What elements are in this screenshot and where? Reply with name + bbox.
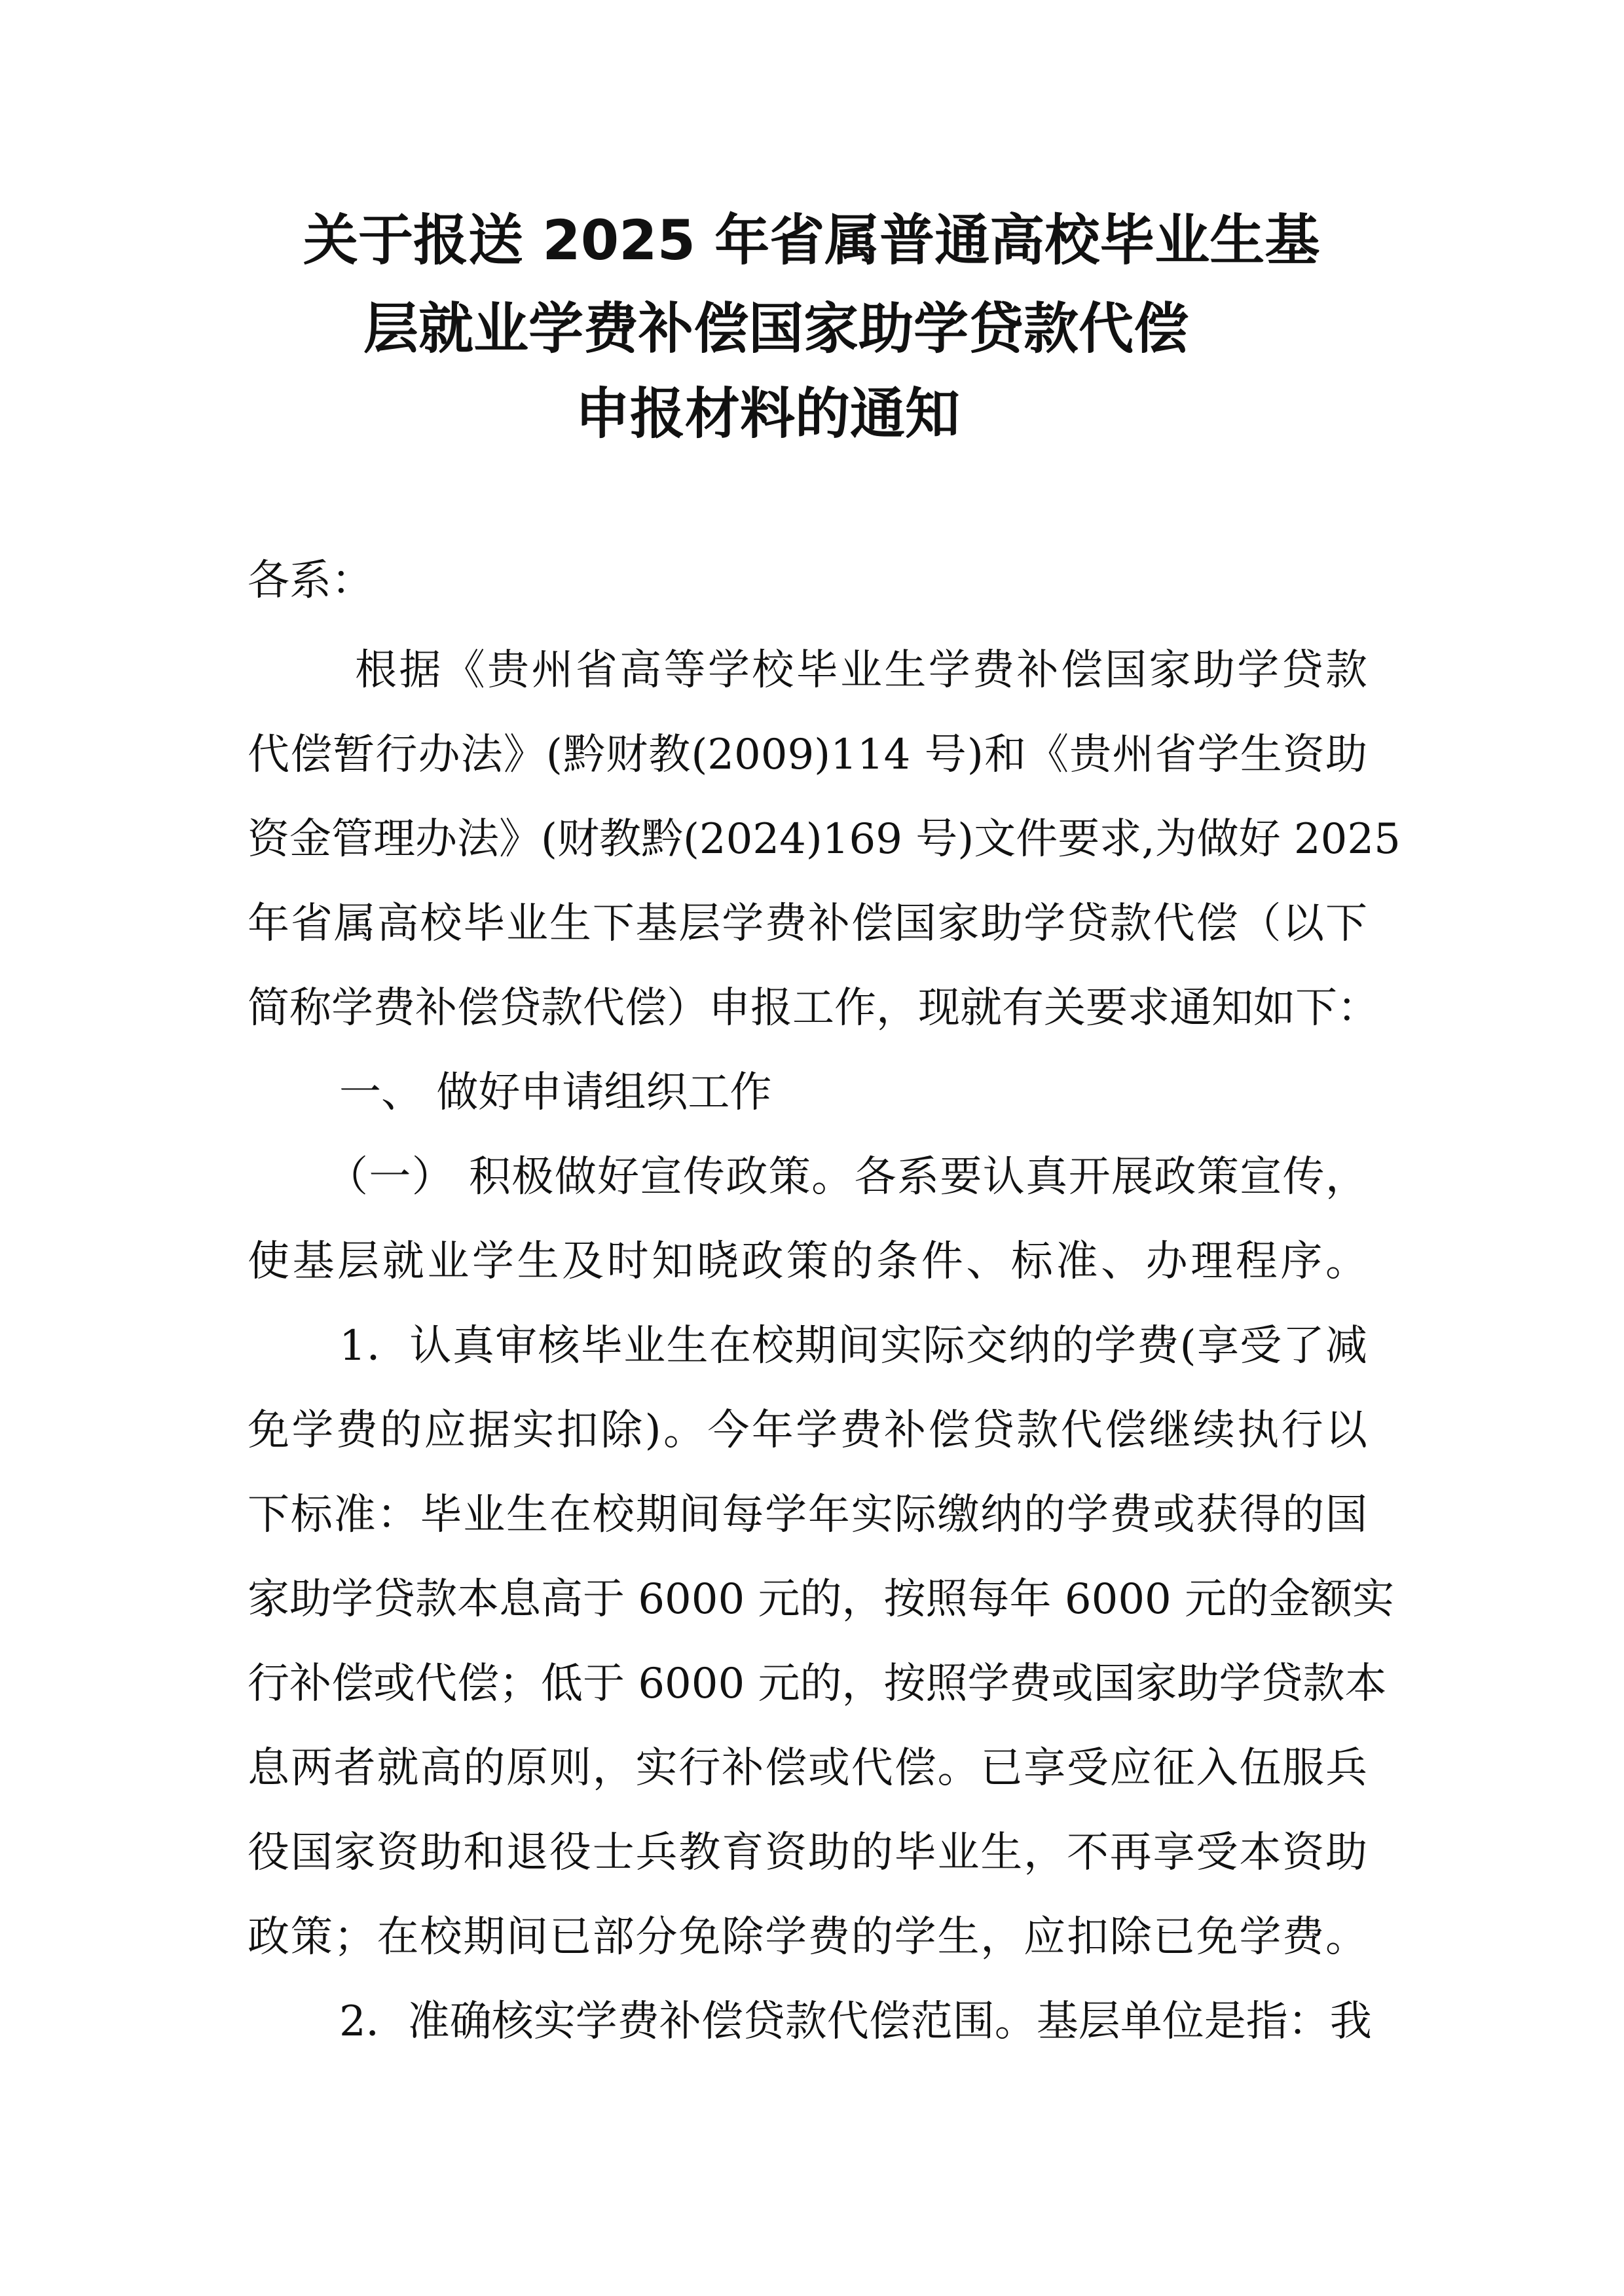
sub1-line-2: 使基层就业学生及时知晓政策的条件、标准、办理程序。 (248, 1237, 1367, 1286)
sub1-line-1: （一） 积极做好宣传政策。各系要认真开展政策宣传， (326, 1153, 1367, 1201)
item1-line-5: 行补偿或代偿；低于 6000 元的，按照学费或国家助学贷款本 (248, 1660, 1387, 1708)
item2-line-1: 2．准确核实学费补偿贷款代偿范围。基层单位是指：我 (339, 1997, 1372, 2046)
item1-line-2: 免学费的应据实扣除)。今年学费补偿贷款代偿继续执行以 (248, 1406, 1367, 1455)
document-title-line-1: 关于报送 2025 年省属普通高校毕业生基 (303, 208, 1320, 272)
paragraph1-line-1: 根据《贵州省高等学校毕业生学费补偿国家助学贷款 (355, 646, 1367, 695)
item1-line-8: 政策；在校期间已部分免除学费的学生，应扣除已免学费。 (248, 1913, 1367, 1961)
document-title-line-2: 层就业学费补偿国家助学贷款代偿 (363, 297, 1189, 361)
paragraph1-line-3: 资金管理办法》(财教黔(2024)169 号)文件要求,为做好 2025 (248, 815, 1401, 864)
item1-line-6: 息两者就高的原则，实行补偿或代偿。已享受应征入伍服兵 (248, 1744, 1367, 1793)
item1-line-1: 1．认真审核毕业生在校期间实际交纳的学费(享受了减 (339, 1322, 1367, 1370)
document-title-line-3: 申报材料的通知 (575, 382, 961, 446)
item1-line-7: 役国家资助和退役士兵教育资助的毕业生，不再享受本资助 (248, 1829, 1367, 1877)
item1-line-3: 下标准：毕业生在校期间每学年实际缴纳的学费或获得的国 (248, 1491, 1367, 1539)
paragraph1-line-5: 简称学费补偿贷款代偿）申报工作，现就有关要求通知如下： (248, 984, 1379, 1032)
salutation: 各系： (248, 556, 373, 605)
section1-heading: 一、 做好申请组织工作 (339, 1068, 772, 1117)
item1-line-4: 家助学贷款本息高于 6000 元的，按照每年 6000 元的金额实 (248, 1575, 1395, 1624)
paragraph1-line-2: 代偿暂行办法》(黔财教(2009)114 号)和《贵州省学生资助 (248, 731, 1367, 779)
paragraph1-line-4: 年省属高校毕业生下基层学费补偿国家助学贷款代偿（以下 (248, 900, 1367, 948)
